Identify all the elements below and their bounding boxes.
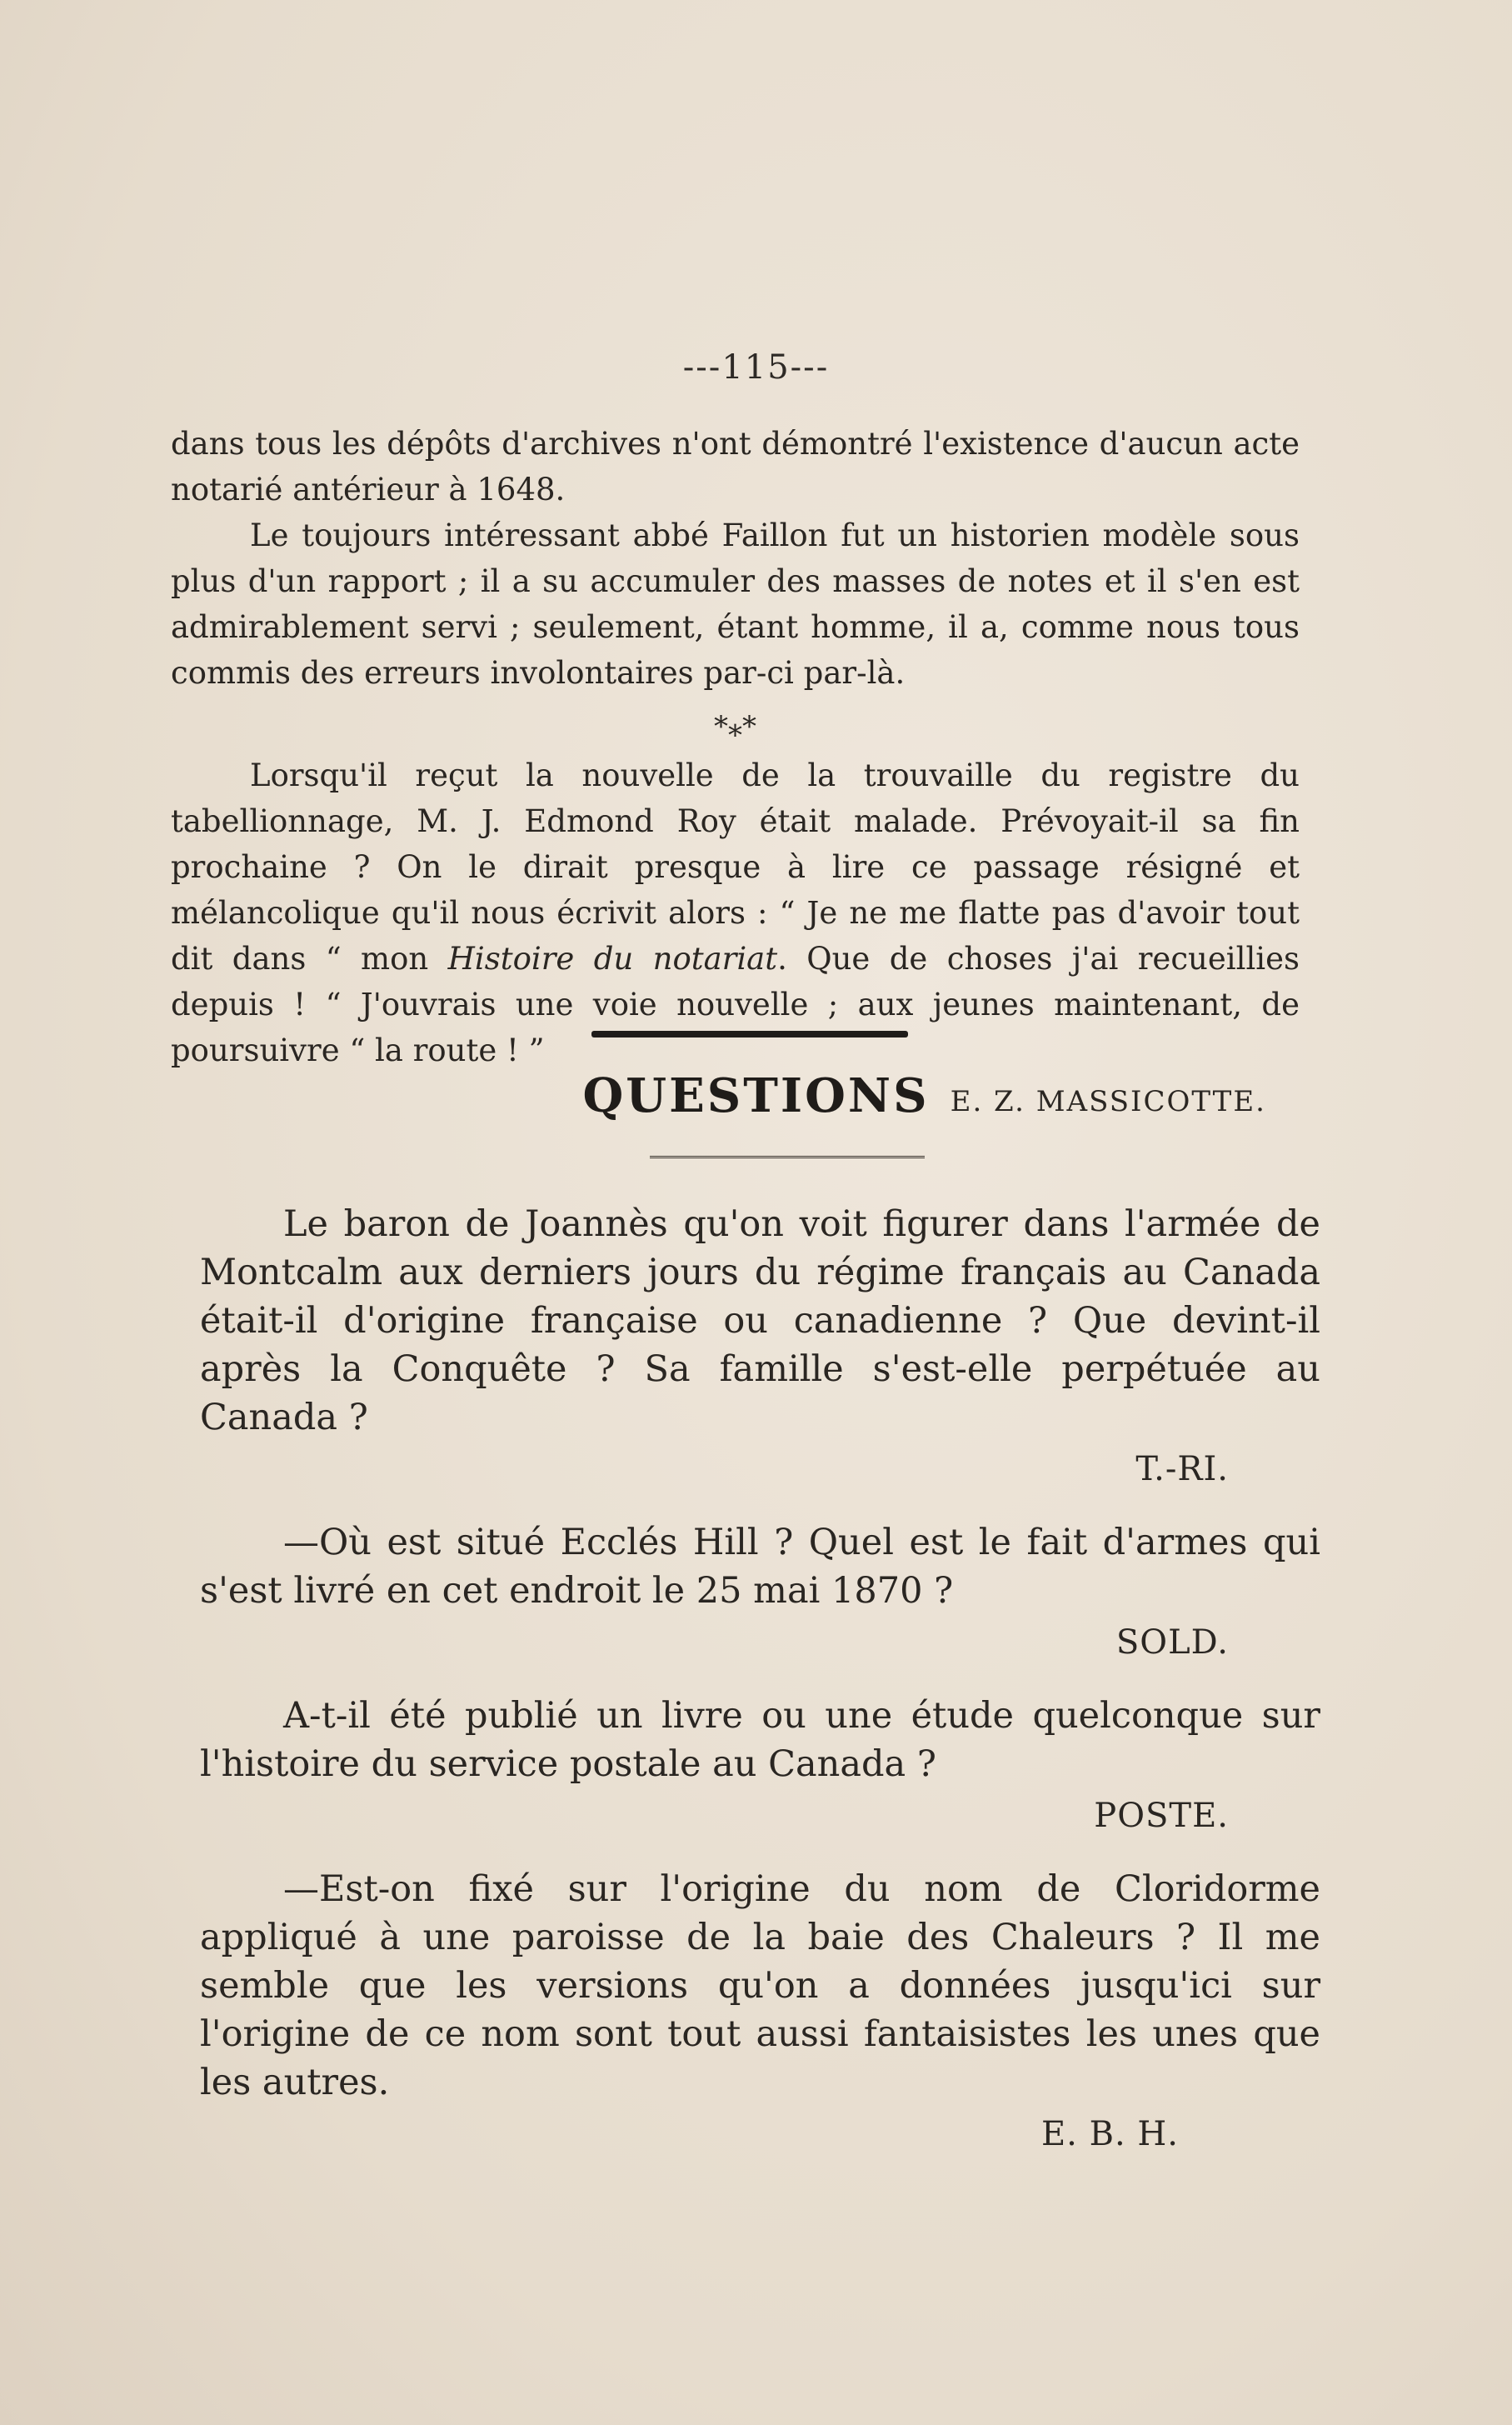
book-title: Histoire du notariat xyxy=(447,941,778,977)
page-number: ---115--- xyxy=(682,348,830,387)
article-paragraph-3-text: Lorsqu'il reçut la nouvelle de la trouvaille du registre du tabellionnage, M. J. Edmond Roy était malade. Prévoyait-il sa fin prochaine ? On le dirait presque à lire ce passage résigné et mélancolique qu'il nous écrivit alors : “ Je ne me flatte pas d'avoir tout dit dans “ mon xyxy=(171,758,1300,977)
question-text: A-t-il été publié un livre ou une étude quelconque sur l'histoire du service postale au Canada ? xyxy=(200,1695,1320,1785)
questions-list xyxy=(200,1200,1320,2183)
question-item xyxy=(200,1518,1320,1662)
question-signature: E. B. H. xyxy=(1040,2115,1179,2153)
article-paragraph-3-tail: . Que de choses j'ai recueillies depuis ! “ J'ouvrais une voie nouvelle ; aux jeunes maintenant, de poursuivre “ la route ! ” xyxy=(171,941,1300,1068)
title-underline xyxy=(650,1156,925,1158)
article-signature: E. Z. MASSICOTTE. xyxy=(950,1085,1266,1118)
question-item xyxy=(200,1692,1320,1835)
question-item xyxy=(200,1865,1320,2153)
article-paragraph-3 xyxy=(171,752,1300,1073)
question-text: —Où est situé Ecclés Hill ? Quel est le fait d'armes qui s'est livré en cet endroit le 25 mai 1870 ? xyxy=(200,1522,1320,1612)
question-signature: POSTE. xyxy=(1094,1797,1229,1835)
section-title: QUESTIONS xyxy=(582,1068,930,1123)
article-paragraph-2: Le toujours intéressant abbé Faillon fut un historien modèle sous plus d'un rapport ; il a su accumuler des masses de notes et il s'en est admirablement servi ; seulement, étant homme, il a, comme nous tous commis des erreurs involontaires par-ci par-là. xyxy=(171,518,1300,691)
question-text: Le baron de Joannès qu'on voit figurer dans l'armée de Montcalm aux derniers jours du régime français au Canada était-il d'origine française ou canadienne ? Que devint-il après la Conquête ? Sa famille s'est-elle perpétuée au Canada ? xyxy=(200,1203,1320,1438)
question-signature: T.-RI. xyxy=(1135,1450,1229,1488)
question-signature: SOLD. xyxy=(1115,1623,1229,1662)
question-text: —Est-on fixé sur l'origine du nom de Cloridorme appliqué à une paroisse de la baie des Chaleurs ? Il me semble que les versions qu'on a données jusqu'ici sur l'origine de ce nom sont tout aussi fantaisistes les unes que les autres. xyxy=(200,1868,1320,2103)
asterism-separator: *⁎* xyxy=(714,710,756,743)
section-divider xyxy=(591,1031,908,1038)
question-item xyxy=(200,1200,1320,1488)
article-paragraph-1: dans tous les dépôts d'archives n'ont démontré l'existence d'aucun acte notarié antérieur à 1648. xyxy=(171,426,1300,508)
article-continuation xyxy=(171,421,1300,1118)
